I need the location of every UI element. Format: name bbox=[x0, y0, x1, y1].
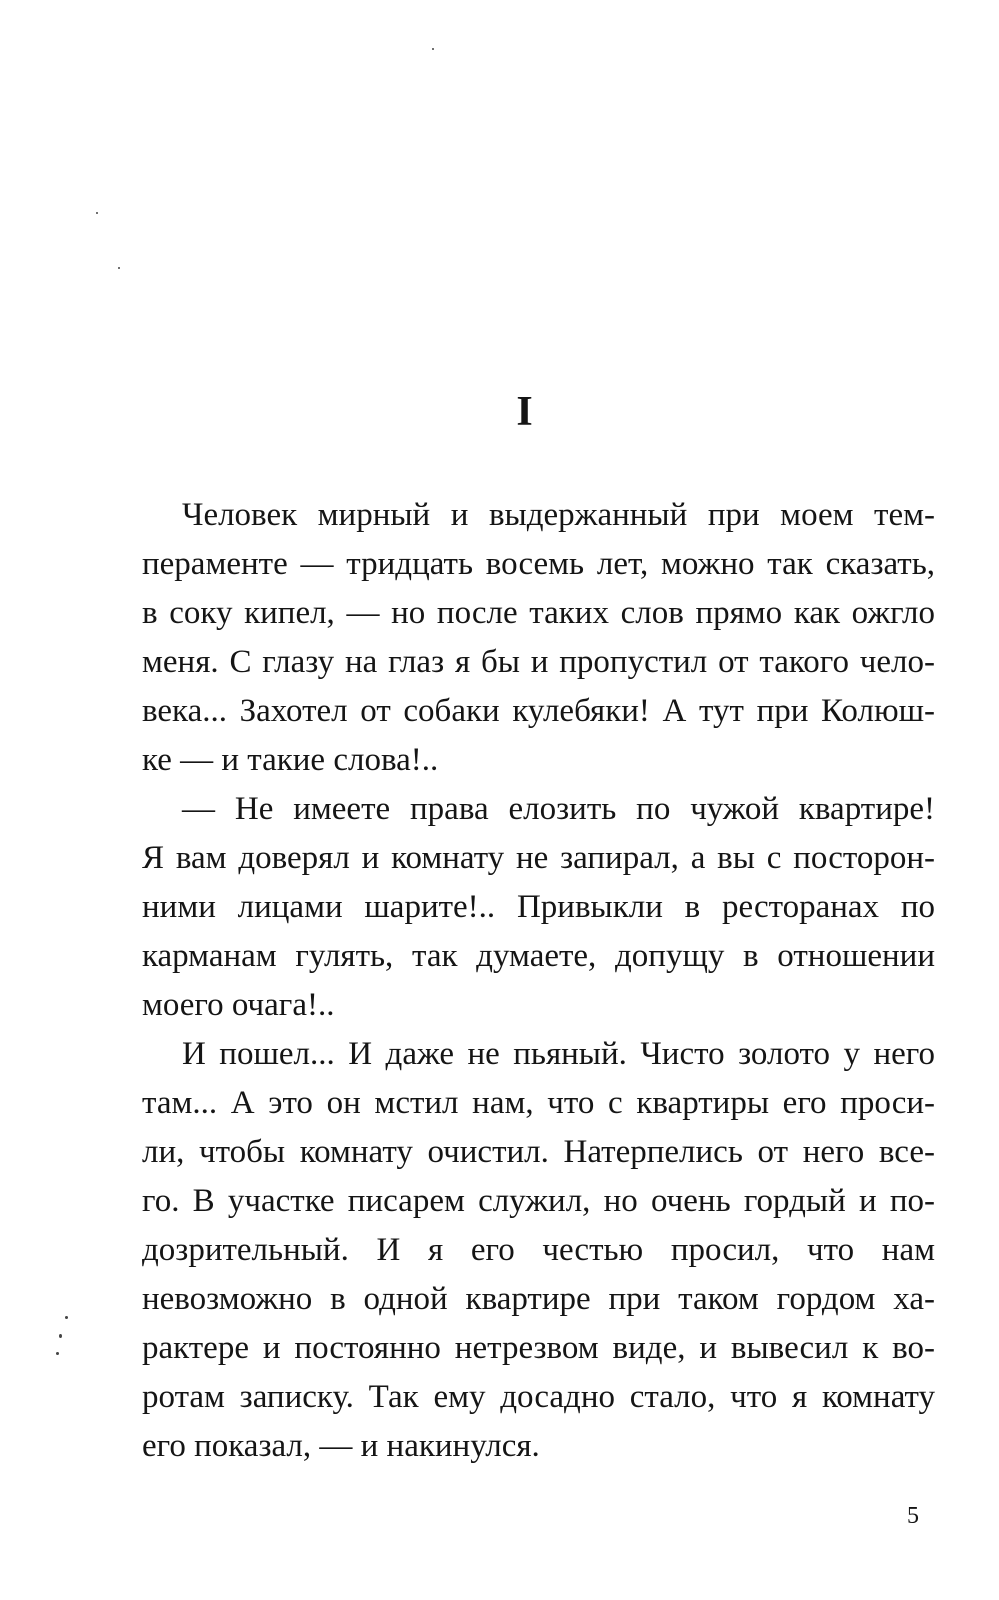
page-number: 5 bbox=[907, 1503, 919, 1529]
text-line: рактере и постоянно нетрезвом виде, и вывесил к во- bbox=[142, 1330, 935, 1366]
paragraph-3 bbox=[142, 1030, 935, 1471]
text-line: Я вам доверял и комнату не запирал, а вы с посторон- bbox=[142, 840, 935, 876]
text-line: ке — и такие слова!.. bbox=[142, 742, 439, 778]
text-line: И пошел... И даже не пьяный. Чисто золото у него bbox=[182, 1036, 935, 1072]
text-line: карманам гулять, так думаете, допущу в отношении bbox=[142, 938, 935, 974]
scan-speck bbox=[65, 1316, 68, 1319]
chapter-heading: I bbox=[516, 389, 533, 435]
text-line: го. В участке писарем служил, но очень гордый и по- bbox=[142, 1183, 935, 1219]
text-line: ротам записку. Так ему досадно стало, что я комнату bbox=[142, 1379, 935, 1415]
scan-speck bbox=[118, 267, 120, 269]
scan-speck bbox=[96, 212, 98, 214]
text-line: там... А это он мстил нам, что с квартиры его проси- bbox=[142, 1085, 935, 1121]
text-line: меня. С глазу на глаз я бы и пропустил от такого чело- bbox=[142, 644, 935, 680]
scan-speck bbox=[432, 48, 434, 50]
text-line: века... Захотел от собаки кулебяки! А тут при Колюш- bbox=[142, 693, 935, 729]
scan-speck bbox=[56, 1352, 59, 1355]
text-line: ними лицами шарите!.. Привыкли в ресторанах по bbox=[142, 889, 935, 925]
text-line: — Не имеете права елозить по чужой квартире! bbox=[182, 791, 935, 827]
paragraph-1 bbox=[142, 491, 935, 785]
text-line: моего очага!.. bbox=[142, 987, 335, 1023]
text-line: Человек мирный и выдержанный при моем тем- bbox=[182, 497, 935, 533]
paragraph-2 bbox=[142, 785, 935, 1030]
text-line: ли, чтобы комнату очистил. Натерпелись от него все- bbox=[142, 1134, 935, 1170]
body-text bbox=[142, 491, 935, 1471]
text-line: невозможно в одной квартире при таком гордом ха- bbox=[142, 1281, 935, 1317]
text-line: его показал, — и накинулся. bbox=[142, 1428, 540, 1464]
text-line: дозрительный. И я его честью просил, что нам bbox=[142, 1232, 935, 1268]
text-line: в соку кипел, — но после таких слов прямо как ожгло bbox=[142, 595, 935, 631]
scan-speck bbox=[59, 1334, 62, 1338]
text-line: пераменте — тридцать восемь лет, можно так сказать, bbox=[142, 546, 935, 582]
